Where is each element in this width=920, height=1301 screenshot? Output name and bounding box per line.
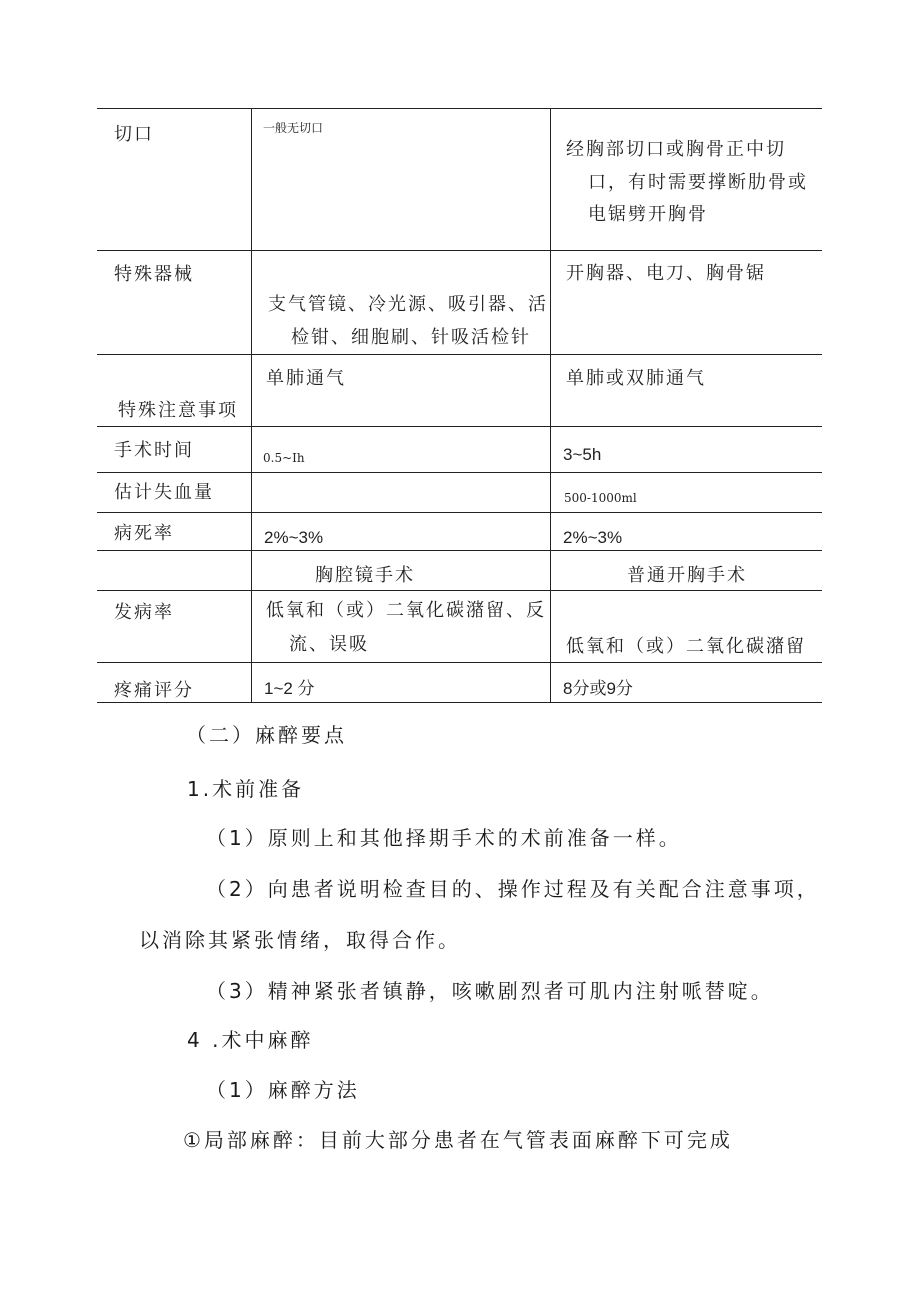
precautions-thoracoscopy: 单肺通气 (266, 368, 346, 389)
column-header-open: 普通开胸手术 (627, 565, 747, 586)
incision-open-line1: 经胸部切口或胸骨正中切 (566, 139, 786, 160)
table-rule (97, 472, 822, 473)
column-header-thoracoscopy: 胸腔镜手术 (315, 565, 415, 586)
table-rule (97, 250, 822, 251)
item4-local-anesthesia: ①局部麻醉：目前大部分患者在气管表面麻醉下可完成 (183, 1128, 733, 1152)
table-rule (97, 550, 822, 551)
item4-title: 4 .术中麻醉 (187, 1028, 314, 1052)
table-rule-bottom (97, 702, 822, 703)
incision-thoracoscopy: 一般无切口 (263, 121, 324, 135)
row-label-mortality: 病死率 (114, 523, 174, 544)
item1-paragraph-2-line2: 以消除其紧张情绪，取得合作。 (139, 928, 461, 952)
row-label-precautions: 特殊注意事项 (118, 400, 238, 421)
row-label-morbidity: 发病率 (114, 602, 174, 623)
incision-open-line2: 口，有时需要撑断肋骨或 (588, 172, 808, 193)
row-label-incision: 切口 (114, 124, 154, 145)
morbidity-thoracoscopy-line2: 流、误吸 (289, 634, 369, 655)
duration-open: 3~5h (563, 445, 602, 464)
instruments-thoracoscopy-line1: 支气管镜、冷光源、吸引器、活 (268, 294, 548, 315)
section-title: （二）麻醉要点 (186, 723, 347, 747)
table-rule-top (97, 108, 822, 109)
duration-thoracoscopy: 0.5~Ih (263, 451, 305, 465)
mortality-thoracoscopy: 2%~3% (264, 528, 324, 547)
row-label-pain-score: 疼痛评分 (114, 680, 194, 701)
row-label-blood-loss: 估计失血量 (114, 482, 214, 503)
table-rule (97, 512, 822, 513)
row-label-instruments: 特殊器械 (114, 264, 194, 285)
incision-open-line3: 电锯劈开胸骨 (588, 204, 708, 225)
instruments-open: 开胸器、电刀、胸骨锯 (566, 263, 766, 284)
row-label-duration: 手术时间 (114, 440, 194, 461)
morbidity-thoracoscopy-line1: 低氧和（或）二氧化碳潴留、反 (266, 600, 546, 621)
table-col-divider (550, 108, 551, 703)
item1-paragraph-1: （1）原则上和其他择期手术的术前准备一样。 (206, 826, 682, 850)
pain-score-open: 8分或9分 (563, 679, 633, 698)
item1-title: 1.术前准备 (187, 777, 305, 801)
item1-paragraph-2-line1: （2）向患者说明检查目的、操作过程及有关配合注意事项， (206, 877, 820, 901)
mortality-open: 2%~3% (563, 528, 623, 547)
item1-paragraph-3: （3）精神紧张者镇静，咳嗽剧烈者可肌内注射哌替啶。 (206, 979, 774, 1003)
precautions-open: 单肺或双肺通气 (566, 368, 706, 389)
blood-loss-open: 500-1000ml (564, 491, 637, 505)
morbidity-open: 低氧和（或）二氧化碳潴留 (566, 636, 806, 657)
pain-score-thoracoscopy: 1~2 分 (264, 679, 315, 698)
instruments-thoracoscopy-line2: 检钳、细胞刷、针吸活检针 (291, 327, 531, 348)
item4-subtitle-1: （1）麻醉方法 (206, 1078, 360, 1102)
table-col-divider (251, 108, 252, 703)
